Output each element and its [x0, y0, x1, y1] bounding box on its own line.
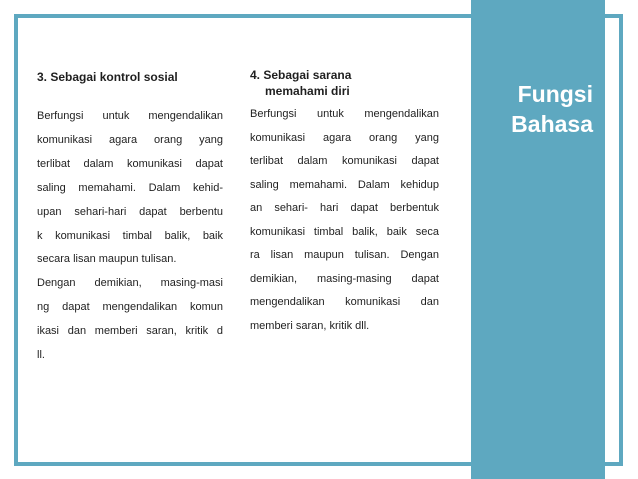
section-3-line: saling memahami. Dalam kehid-: [37, 181, 223, 194]
section-4-body: [250, 103, 439, 338]
section-4-heading-line-2: memahami diri: [265, 84, 350, 98]
section-3-line: komunikasi agara orang yang: [37, 133, 223, 146]
section-4-heading-line-1: 4. Sebagai sarana: [250, 68, 352, 82]
slide-title-line-2: Bahasa: [511, 111, 593, 137]
section-4-line: saling memahami. Dalam kehidup: [250, 178, 439, 191]
section-3-line: ng dapat mengendalikan komun: [37, 301, 223, 314]
accent-panel: [471, 0, 605, 479]
section-3-line: secara lisan maupun tulisan.: [37, 253, 177, 266]
section-4-line: memberi saran, kritik dll.: [250, 319, 370, 332]
section-4-line: ra lisan maupun tulisan. Dengan: [250, 249, 439, 261]
section-3-line: k komunikasi timbal balik, baik: [37, 229, 223, 242]
section-3-heading: 3. Sebagai kontrol sosial: [37, 70, 178, 84]
section-4-line: komunikasi timbal balik, baik seca: [250, 225, 439, 238]
section-3-body: [37, 105, 223, 368]
section-4-line: terlibat dalam komunikasi dapat: [250, 155, 439, 167]
section-4-line: mengendalikan komunikasi dan: [250, 296, 439, 308]
section-3-line: terlibat dalam komunikasi dapat: [37, 157, 223, 170]
slide-title-line-1: Fungsi: [517, 81, 593, 107]
section-3-line: ikasi dan memberi saran, kritik d: [37, 325, 223, 338]
section-4-line: demikian, masing-masing dapat: [250, 272, 439, 285]
section-4-line: Berfungsi untuk mengendalikan: [250, 108, 439, 120]
slide-title: [471, 79, 593, 139]
section-4-heading: [250, 67, 440, 99]
section-3-line: Berfungsi untuk mengendalikan: [37, 110, 223, 122]
section-3-line: Dengan demikian, masing-masi: [37, 277, 223, 290]
section-4-line: an sehari- hari dapat berbentuk: [250, 202, 439, 214]
section-3-line: ll.: [37, 349, 45, 362]
section-3-line: upan sehari-hari dapat berbentu: [37, 205, 223, 218]
section-4-line: komunikasi agara orang yang: [250, 131, 439, 144]
